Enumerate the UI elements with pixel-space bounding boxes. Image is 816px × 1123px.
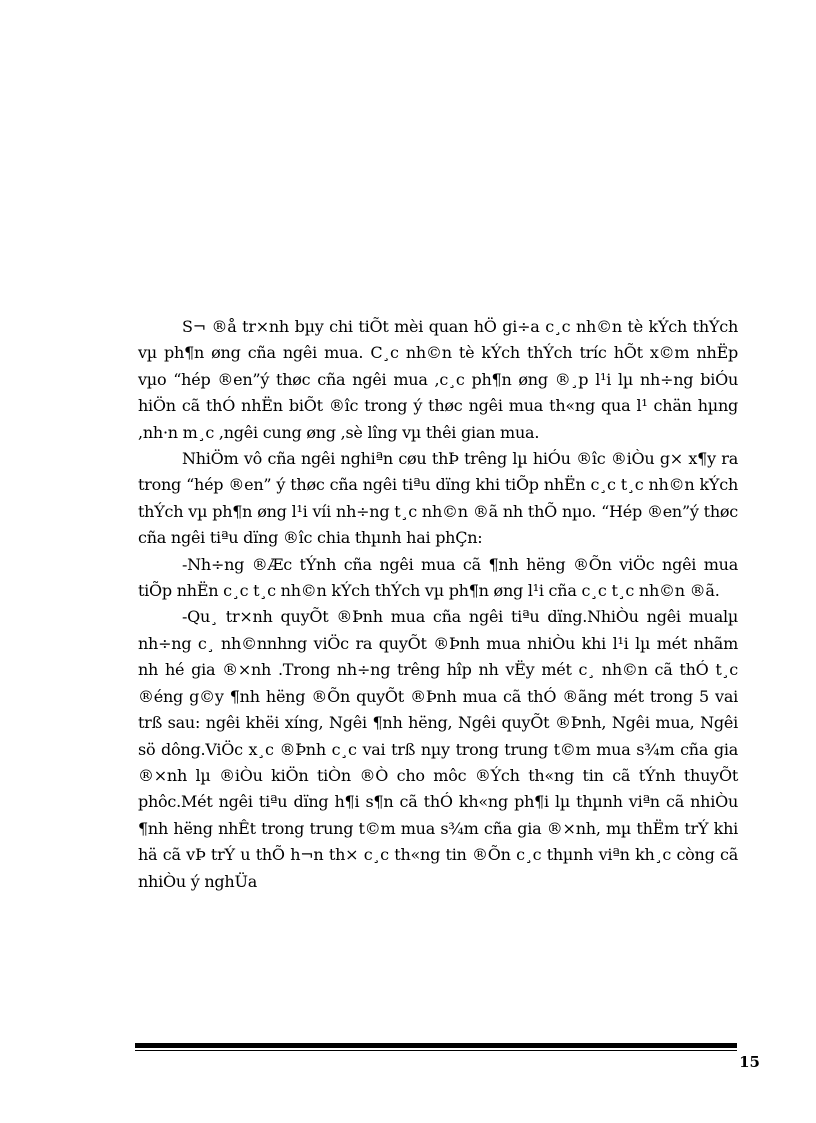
page-number: 15 xyxy=(739,1053,760,1071)
body-text xyxy=(138,314,738,895)
footer-rule-thin xyxy=(135,1050,737,1051)
paragraph-buyer-characteristics: -Nh÷ng ®Æc tÝnh cña ngêi mua cã ¶nh hëng ®Õn viÖc ngêi mua tiÕp nhËn c¸c t¸c nh©n kÝch thÝch vµ ph¶n øng l¹i cña c¸c t¸c nh©n ®ã. xyxy=(138,554,738,601)
footer-rule-thick xyxy=(135,1043,737,1048)
paragraph-diagram-explanation: S¬ ®å tr×nh bµy chi tiÕt mèi quan hÖ gi÷a c¸c nh©n tè kÝch thÝch vµ ph¶n øng cña ngêi mua. C¸c nh©n tè kÝch thÝch tríc hÕt x©m nhËp vµo “hép ®en”ý thøc cña ngêi mua ,c¸c ph¶n øng ®¸p l¹i lµ nh÷ng biÓu hiÖn cã thÓ nhËn biÕt ®îc trong ý thøc ngêi mua th«ng qua l¹ chän hµng ,nh·n m¸c ,ngêi cung øng ,sè lîng vµ thêi gian mua. xyxy=(138,317,738,442)
paragraph-decision-process: -Qu¸ tr×nh quyÕt ®Þnh mua cña ngêi tiªu dïng.NhiÒu ngêi mualµ nh÷ng c¸ nh©nnhng viÖc ra quyÕt ®Þnh mua nhiÒu khi l¹i lµ mét nhãm nh hé gia ®×nh .Trong nh÷ng trêng hîp nh vËy mét c¸ nh©n cã thÓ t¸c ®éng g©y ¶nh hëng ®Õn quyÕt ®Þnh mua cã thÓ ®ãng mét trong 5 vai trß sau: ngêi khëi xíng, Ngêi ¶nh hëng, Ngêi quyÕt ®Þnh, Ngêi mua, Ngêi sö dông.ViÖc x¸c ®Þnh c¸c vai trß nµy trong trung t©m mua s¾m cña gia ®×nh lµ ®iÒu kiÖn tiÒn ®Ò cho môc ®Ých th«ng tin cã tÝnh thuyÕt phôc.Mét ngêi tiªu dïng h¶i s¶n cã thÓ kh«ng ph¶i lµ thµnh viªn cã nhiÒu ¶nh hëng nhÊt trong trung t©m mua s¾m cña gia ®×nh, mµ thËm trÝ khi hä cã vÞ trÝ u thÕ h¬n th× c¸c th«ng tin ®Õn c¸c thµnh viªn kh¸c còng cã nhiÒu ý nghÜa xyxy=(138,607,738,891)
paragraph-black-box-task: NhiÖm vô cña ngêi nghiªn cøu thÞ trêng lµ hiÓu ®îc ®iÒu g× x¶y ra trong “hép ®en” ý thøc cña ngêi tiªu dïng khi tiÕp nhËn c¸c t¸c nh©n kÝch thÝch vµ ph¶n øng l¹i víi nh÷ng t¸c nh©n ®ã nh thÕ nµo. “Hép ®en”ý thøc cña ngêi tiªu dïng ®îc chia thµnh hai phÇn: xyxy=(138,449,738,548)
